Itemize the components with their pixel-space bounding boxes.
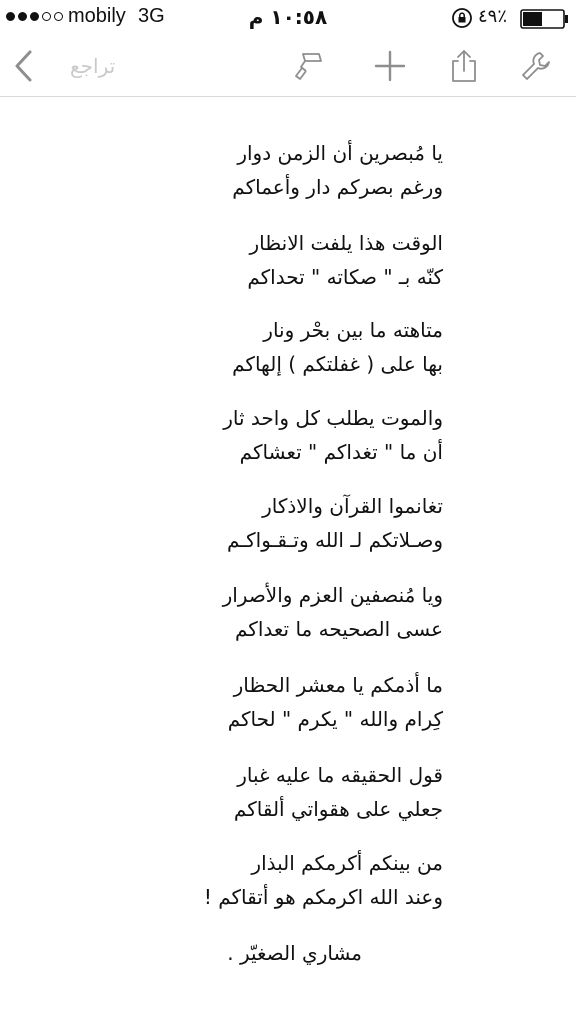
poem-line: ورغم بصركم دار وأعماكم	[232, 175, 443, 199]
poem-line: أن ما " تغداكم " تعشاكم	[239, 440, 443, 464]
signal-strength-icon	[6, 12, 63, 21]
chevron-left-icon	[11, 49, 37, 83]
paint-roller-icon	[292, 49, 326, 83]
tools-button[interactable]	[518, 48, 554, 84]
stanza	[143, 578, 443, 646]
status-bar	[0, 0, 576, 36]
carrier-name: mobily	[68, 5, 126, 27]
add-button[interactable]	[372, 48, 408, 84]
status-time: ١٠:٥٨ م	[248, 5, 328, 29]
plus-icon	[373, 49, 407, 83]
stanza	[143, 489, 443, 557]
undo-button[interactable]: تراجع	[70, 54, 116, 78]
poem-line: ما أذمكم يا معشر الحظار	[233, 673, 443, 697]
poem-line: والموت يطلب كل واحد ثار	[223, 406, 443, 430]
stanza	[143, 758, 443, 826]
toolbar	[0, 36, 576, 97]
poem-line: وصـلاتكم لـ الله وتـقـواكـم	[226, 528, 443, 552]
poem-line: تغانموا القرآن والاذكار	[262, 494, 443, 518]
poem-line: من بينكم أكرمكم البذار	[251, 851, 443, 875]
stanza	[143, 313, 443, 381]
poem-line: عسى الصحيحه ما تعداكم	[235, 617, 443, 641]
poem-line: كنّه بـ " صكاته " تحداكم	[247, 265, 443, 289]
stanza	[143, 846, 443, 914]
poem-line: بها على ( غفلتكم ) إلهاكم	[232, 352, 443, 376]
stanza	[143, 226, 443, 294]
stanza	[143, 401, 443, 469]
network-type: 3G	[138, 5, 165, 27]
wrench-icon	[519, 49, 553, 83]
poem-line: يا مُبصرين أن الزمن دوار	[237, 141, 443, 165]
poem-line: وعند الله اكرمكم هو أتقاكم !	[203, 885, 443, 909]
share-button[interactable]	[446, 48, 482, 84]
poem-line: جعلي على هقواتي ألقاكم	[233, 797, 443, 821]
poem-line: الوقت هذا يلفت الانظار	[249, 231, 443, 255]
stanza	[143, 668, 443, 736]
poem-line: متاهته ما بين بحْر ونار	[263, 318, 443, 342]
back-button[interactable]	[6, 48, 42, 84]
rotation-lock-icon	[451, 7, 473, 29]
paint-button[interactable]	[291, 48, 327, 84]
battery-percent: ٪٤٩	[478, 6, 508, 27]
poem-line: قول الحقيقه ما عليه غبار	[237, 763, 443, 787]
stanza	[143, 136, 443, 204]
share-icon	[447, 48, 481, 84]
battery-icon	[520, 9, 570, 29]
poem-signature: مشاري الصغيّر .	[227, 941, 362, 965]
poem-line: ويا مُنصفين العزم والأصرار	[222, 583, 443, 607]
poem-line: كِرام والله " يكرم " لحاكم	[227, 707, 443, 731]
